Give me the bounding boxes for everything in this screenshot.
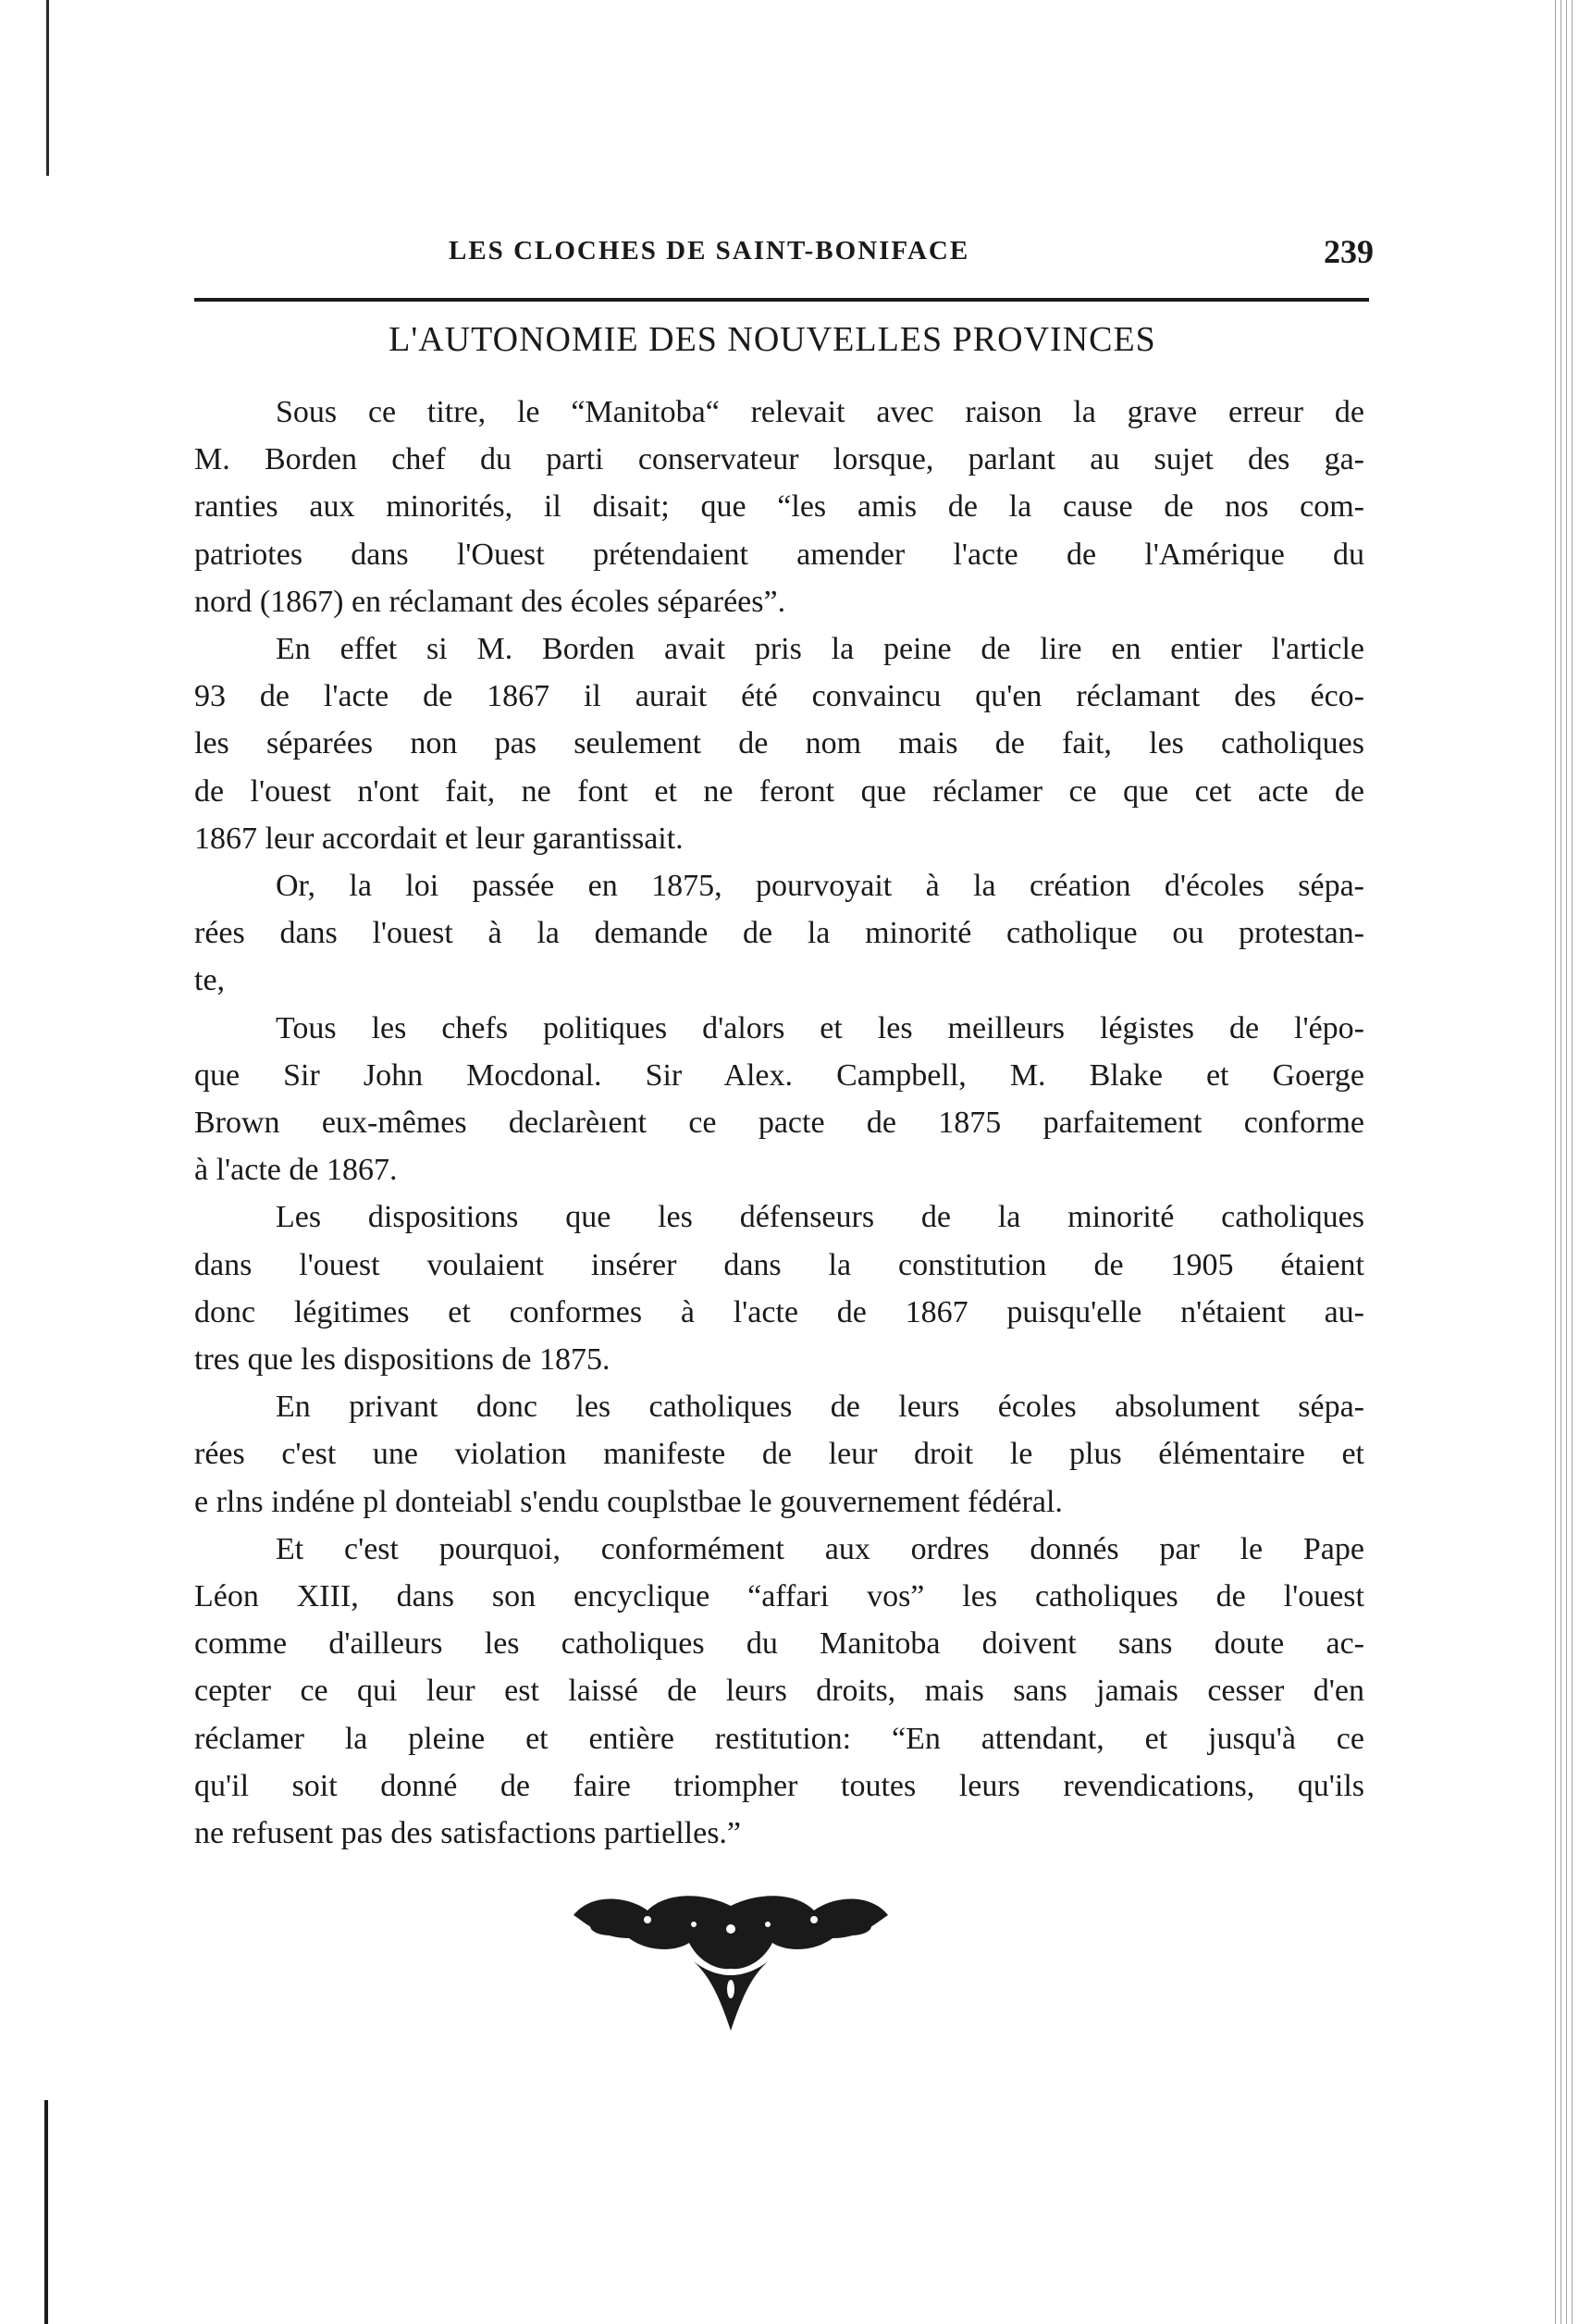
text-line: M. Borden chef du parti conservateur lorsque, parlant au sujet des ga- — [194, 442, 1364, 477]
text-line: En effet si M. Borden avait pris la peine de lire en entier l'article — [276, 632, 1364, 667]
text-line: ranties aux minorités, il disait; que “les amis de la cause de nos com- — [194, 489, 1364, 525]
text-line: cepter ce qui leur est laissé de leurs droits, mais sans jamais cesser d'en — [194, 1674, 1364, 1709]
text-line: de l'ouest n'ont fait, ne font et ne feront que réclamer ce que cet acte de — [194, 773, 1364, 809]
section-title: L'AUTONOMIE DES NOUVELLES PROVINCES — [389, 320, 1156, 359]
text-line: rées dans l'ouest à la demande de la minorité catholique ou protestan- — [194, 916, 1364, 951]
text-line: réclamer la pleine et entière restitution: “En attendant, et jusqu'à ce — [194, 1721, 1364, 1756]
text-line: ne refusent pas des satisfactions partielles.” — [194, 1816, 742, 1851]
paragraph — [194, 389, 1364, 625]
text-line: dans l'ouest voulaient insérer dans la constitution de 1905 étaient — [194, 1247, 1364, 1282]
text-line: Et c'est pourquoi, conformément aux ordres donnés par le Pape — [276, 1531, 1364, 1566]
running-header — [194, 233, 1374, 277]
paragraph — [194, 1005, 1364, 1194]
article-body — [194, 389, 1364, 1857]
text-line: à l'acte de 1867. — [194, 1153, 398, 1188]
text-line: Brown eux-mêmes declarèıent ce pacte de 1875 parfaitement conforme — [194, 1106, 1364, 1141]
paragraph — [194, 1193, 1364, 1383]
header-rule — [194, 298, 1369, 302]
paragraph — [194, 1526, 1364, 1857]
running-title: LES CLOCHES DE SAINT-BONIFACE — [449, 236, 970, 266]
page-edge-mark — [46, 0, 49, 176]
text-line: Sous ce titre, le “Manitoba“ relevait avec raison la grave erreur de — [276, 395, 1364, 429]
text-line: Léon XIII, dans son encyclique “affari vos” les catholiques de l'ouest — [194, 1579, 1364, 1614]
text-line: 1867 leur accordait et leur garantissait. — [194, 821, 684, 856]
text-line: Or, la loi passée en 1875, pourvoyait à la création d'écoles sépa- — [276, 869, 1364, 904]
paragraph — [194, 1383, 1364, 1526]
text-line: comme d'ailleurs les catholiques du Manitoba doivent sans doute ac- — [194, 1626, 1364, 1662]
text-line: te, — [194, 963, 226, 998]
text-line: tres que les dispositions de 1875. — [194, 1342, 611, 1378]
text-line: 93 de l'acte de 1867 il aurait été convaincu qu'en réclamant des éco- — [194, 679, 1364, 714]
text-line: Les dispositions que les défenseurs de la minorité catholiques — [276, 1200, 1364, 1235]
text-line: nord (1867) en réclamant des écoles séparées”. — [194, 584, 786, 619]
text-line: qu'il soit donné de faire triompher toutes leurs revendications, qu'ils — [194, 1768, 1364, 1803]
text-line: En privant donc les catholiques de leurs écoles absolument sépa- — [276, 1390, 1364, 1425]
paragraph — [194, 625, 1364, 862]
page-binding-edge — [1553, 0, 1573, 2324]
text-line: donc légitimes et conformes à l'acte de 1867 puisqu'elle n'étaient au- — [194, 1294, 1364, 1329]
text-line: Tous les chefs politiques d'alors et les meilleurs légistes de l'épo- — [276, 1010, 1364, 1045]
page-edge-mark — [44, 2100, 48, 2324]
text-line: que Sir John Mocdonal. Sir Alex. Campbell, M. Blake et Goerge — [194, 1057, 1364, 1093]
text-line: rées c'est une violation manifeste de leur droit le plus élémentaire et — [194, 1437, 1364, 1472]
paragraph — [194, 862, 1364, 1005]
page-number: 239 — [1324, 233, 1374, 270]
text-line: les séparées non pas seulement de nom mais de fait, les catholiques — [194, 726, 1364, 761]
text-line: patriotes dans l'Ouest prétendaient amender l'acte de l'Amérique du — [194, 537, 1364, 572]
text-line: e rlns indéne pl donteiabl s'endu couplstbae le gouvernement fédéral. — [194, 1484, 1063, 1519]
floral-tailpiece-ornament-icon — [555, 1887, 907, 2035]
